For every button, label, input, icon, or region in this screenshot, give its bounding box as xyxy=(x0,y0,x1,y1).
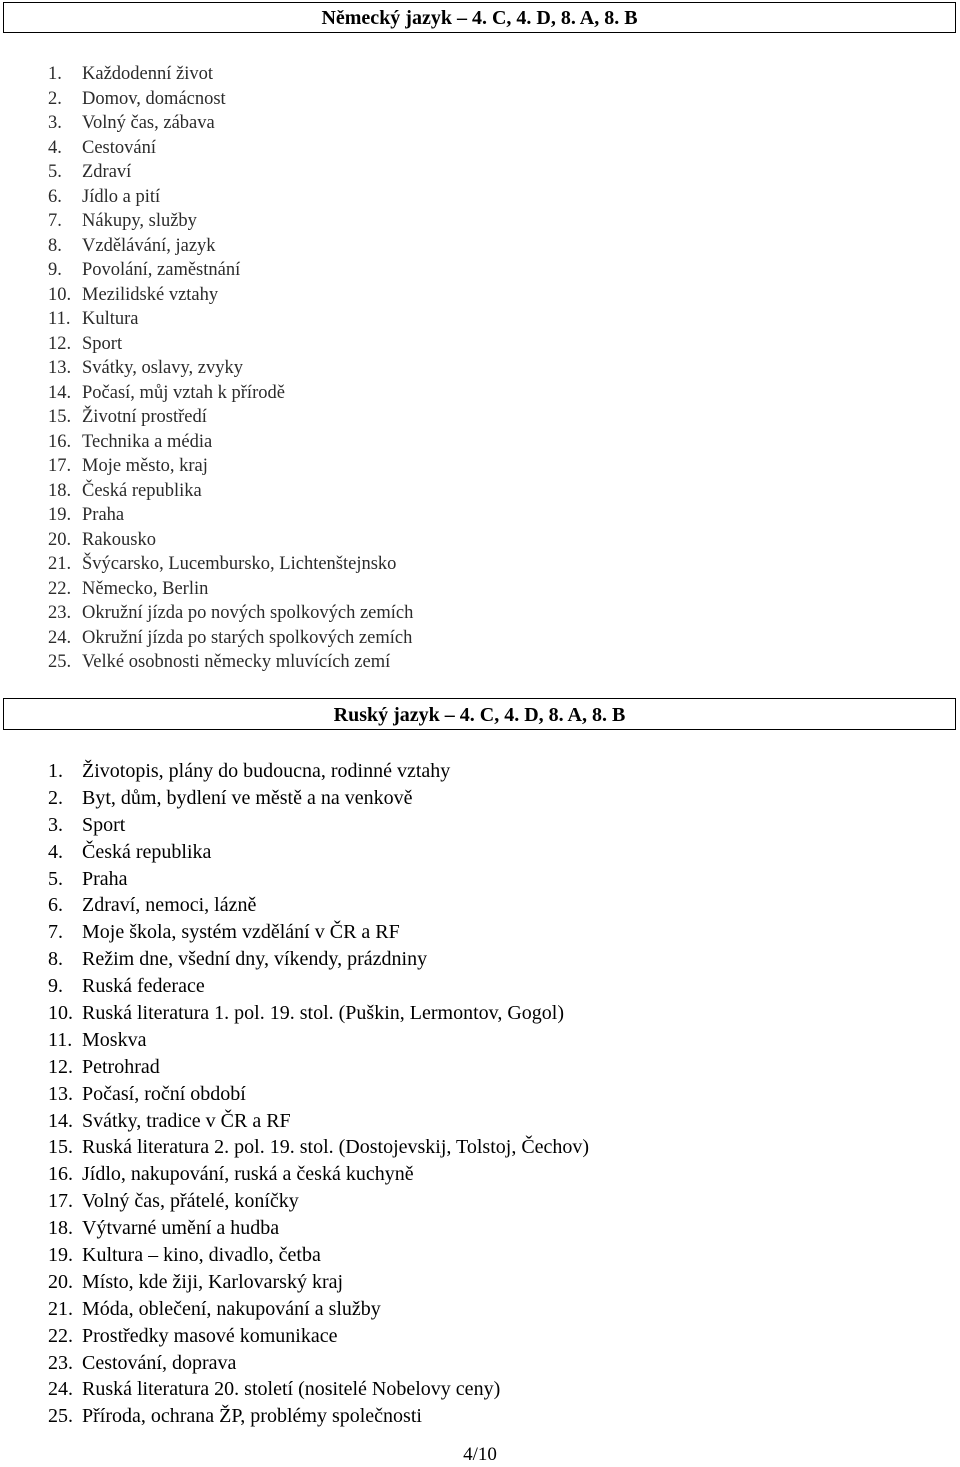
russian-topic-text: Prostředky masové komunikace xyxy=(82,1324,338,1347)
russian-topic-item xyxy=(48,1081,589,1108)
russian-topic-item xyxy=(48,1269,589,1296)
russian-topic-item xyxy=(48,1188,589,1215)
german-topic-number: 12. xyxy=(48,333,72,354)
german-topic-item xyxy=(48,528,413,553)
german-topic-number: 17. xyxy=(48,456,72,476)
german-topic-item xyxy=(48,283,413,308)
russian-topic-item xyxy=(48,785,589,812)
russian-topic-text: Místo, kde žiji, Karlovarský kraj xyxy=(82,1270,344,1293)
russian-topic-number: 6. xyxy=(48,894,63,917)
russian-topic-item xyxy=(48,1242,589,1269)
russian-topic-text: Móda, oblečení, nakupování a služby xyxy=(82,1297,381,1320)
page-number: 4/10 xyxy=(463,1444,497,1465)
russian-topic-text: Režim dne, všední dny, víkendy, prázdniny xyxy=(82,948,428,971)
german-topic-text: Okružní jízda po starých spolkových zemích xyxy=(82,627,413,648)
german-topic-text: Mezilidské vztahy xyxy=(82,284,219,305)
russian-topic-item xyxy=(48,1134,589,1161)
german-topic-number: 16. xyxy=(48,431,72,452)
german-topic-number: 2. xyxy=(48,88,62,109)
russian-topic-item xyxy=(48,839,589,866)
german-topic-number: 20. xyxy=(48,529,72,550)
russian-topic-item xyxy=(48,1296,589,1323)
german-topic-text: Životní prostředí xyxy=(82,407,207,427)
german-topic-text: Zdraví xyxy=(82,162,132,182)
german-topic-number: 1. xyxy=(48,64,62,84)
german-topic-item xyxy=(48,307,413,332)
russian-topic-item xyxy=(48,1403,589,1430)
german-topic-text: Jídlo a pití xyxy=(82,186,161,207)
german-topic-number: 7. xyxy=(48,211,62,231)
russian-topic-number: 9. xyxy=(48,975,63,998)
russian-topic-text: Česká republika xyxy=(82,840,212,863)
russian-topic-number: 17. xyxy=(48,1190,73,1213)
german-topic-number: 23. xyxy=(48,603,72,623)
russian-topic-text: Sport xyxy=(82,813,126,836)
german-topic-number: 8. xyxy=(48,235,62,256)
russian-topic-item xyxy=(48,866,589,893)
german-topic-text: Velké osobnosti německy mluvících zemí xyxy=(82,652,391,672)
german-topic-item xyxy=(48,650,413,675)
russian-topic-text: Kultura – kino, divadlo, četba xyxy=(82,1244,321,1267)
german-topic-item xyxy=(48,552,413,577)
german-topic-number: 9. xyxy=(48,260,62,280)
german-topic-text: Cestování xyxy=(82,137,156,158)
german-topic-text: Švýcarsko, Lucembursko, Lichtenštejnsko xyxy=(82,554,397,574)
russian-topic-text: Příroda, ochrana ŽP, problémy společnosti xyxy=(82,1405,422,1428)
russian-topic-number: 5. xyxy=(48,867,63,890)
german-topic-item xyxy=(48,356,413,381)
german-topic-item xyxy=(48,577,413,602)
german-topic-text: Okružní jízda po nových spolkových zemích xyxy=(82,603,414,623)
german-topic-text: Sport xyxy=(82,333,123,354)
russian-topic-number: 8. xyxy=(48,948,63,971)
german-topic-item xyxy=(48,503,413,528)
german-topic-number: 13. xyxy=(48,358,72,378)
russian-topic-text: Výtvarné umění a hudba xyxy=(82,1217,280,1240)
russian-topic-text: Životopis, plány do budoucna, rodinné vztahy xyxy=(82,760,451,782)
german-topic-item xyxy=(48,234,413,259)
russian-topic-number: 14. xyxy=(48,1109,73,1132)
russian-topic-text: Moje škola, systém vzdělání v ČR a RF xyxy=(82,921,400,944)
russian-topic-item xyxy=(48,973,589,1000)
russian-topic-text: Volný čas, přátelé, koníčky xyxy=(82,1190,299,1213)
russian-topic-text: Praha xyxy=(82,867,128,890)
german-topic-number: 19. xyxy=(48,505,72,525)
russian-topic-item xyxy=(48,812,589,839)
german-topic-text: Rakousko xyxy=(82,529,156,550)
russian-topic-text: Ruská literatura 1. pol. 19. stol. (Puškin, Lermontov, Gogol) xyxy=(82,1002,564,1025)
german-topic-item xyxy=(48,87,413,112)
russian-topic-item xyxy=(48,1376,589,1403)
german-topic-number: 10. xyxy=(48,284,72,305)
russian-topic-number: 2. xyxy=(48,786,63,809)
russian-topic-number: 18. xyxy=(48,1217,73,1240)
german-topic-item xyxy=(48,381,413,406)
russian-topic-text: Ruská literatura 2. pol. 19. stol. (Dostojevskij, Tolstoj, Čechov) xyxy=(82,1136,590,1159)
russian-topic-text: Ruská federace xyxy=(82,975,205,998)
russian-topic-number: 19. xyxy=(48,1244,73,1267)
german-topic-item xyxy=(48,111,413,136)
german-topic-item xyxy=(48,62,413,87)
german-topic-number: 11. xyxy=(48,309,71,329)
russian-topic-text: Byt, dům, bydlení ve městě a na venkově xyxy=(82,786,413,809)
german-topic-number: 24. xyxy=(48,627,72,648)
german-topic-text: Vzdělávání, jazyk xyxy=(82,235,216,256)
russian-topic-text: Ruská literatura 20. století (nositelé Nobelovy ceny) xyxy=(82,1378,501,1401)
russian-topic-item xyxy=(48,1215,589,1242)
german-topic-item xyxy=(48,454,413,479)
russian-topic-text: Počasí, roční období xyxy=(82,1082,246,1105)
russian-topic-number: 12. xyxy=(48,1055,73,1078)
russian-topic-number: 21. xyxy=(48,1297,73,1320)
german-topic-text: Počasí, můj vztah k přírodě xyxy=(82,382,285,403)
german-topic-text: Nákupy, služby xyxy=(82,211,197,231)
russian-topic-item xyxy=(48,1161,589,1188)
russian-topic-number: 1. xyxy=(48,760,63,782)
russian-topic-text: Moskva xyxy=(82,1028,147,1051)
russian-topic-item xyxy=(48,1000,589,1027)
german-topic-item xyxy=(48,185,413,210)
russian-topic-item xyxy=(48,1054,589,1081)
russian-topic-item xyxy=(48,1108,589,1135)
russian-topic-text: Jídlo, nakupování, ruská a česká kuchyně xyxy=(82,1163,414,1186)
russian-topic-item xyxy=(48,758,589,785)
russian-topic-number: 22. xyxy=(48,1324,73,1347)
russian-topic-item xyxy=(48,919,589,946)
russian-topic-number: 3. xyxy=(48,813,63,836)
russian-topic-text: Svátky, tradice v ČR a RF xyxy=(82,1109,291,1132)
german-topic-number: 15. xyxy=(48,407,72,427)
russian-topic-number: 16. xyxy=(48,1163,73,1186)
russian-topic-number: 15. xyxy=(48,1136,73,1159)
german-topic-number: 5. xyxy=(48,162,62,182)
russian-section-header xyxy=(3,698,956,730)
german-topic-number: 18. xyxy=(48,480,72,501)
german-topic-item xyxy=(48,479,413,504)
russian-topic-item xyxy=(48,1027,589,1054)
russian-topic-number: 4. xyxy=(48,840,63,863)
german-topic-item xyxy=(48,136,413,161)
german-topic-text: Povolání, zaměstnání xyxy=(82,260,241,280)
german-topic-item xyxy=(48,332,413,357)
russian-topic-item xyxy=(48,946,589,973)
german-topic-text: Česká republika xyxy=(82,480,202,501)
german-topic-number: 14. xyxy=(48,382,72,403)
german-topic-text: Německo, Berlin xyxy=(82,578,209,599)
german-topic-item xyxy=(48,601,413,626)
german-topic-item xyxy=(48,160,413,185)
russian-topic-number: 13. xyxy=(48,1082,73,1105)
german-topic-item xyxy=(48,430,413,455)
german-topic-number: 6. xyxy=(48,186,62,207)
russian-section-title: Ruský jazyk – 4. C, 4. D, 8. A, 8. B xyxy=(333,704,626,726)
german-topic-text: Domov, domácnost xyxy=(82,88,226,109)
russian-topic-number: 11. xyxy=(48,1028,73,1051)
german-topic-text: Kultura xyxy=(82,309,139,329)
russian-topic-number: 20. xyxy=(48,1270,73,1293)
russian-topic-item xyxy=(48,1323,589,1350)
german-topic-number: 3. xyxy=(48,113,62,133)
german-topic-text: Moje město, kraj xyxy=(82,456,208,476)
german-topic-item xyxy=(48,209,413,234)
russian-topic-number: 7. xyxy=(48,921,63,944)
russian-topic-text: Petrohrad xyxy=(82,1055,160,1078)
german-topic-number: 22. xyxy=(48,578,72,599)
german-topic-number: 25. xyxy=(48,652,72,672)
german-topic-number: 4. xyxy=(48,137,62,158)
german-section-header xyxy=(3,2,956,33)
german-topic-number: 21. xyxy=(48,554,72,574)
german-topic-text: Svátky, oslavy, zvyky xyxy=(82,358,243,378)
russian-topic-list xyxy=(48,758,589,1430)
russian-topic-item xyxy=(48,1350,589,1377)
russian-topic-number: 10. xyxy=(48,1002,73,1025)
german-topic-text: Každodenní život xyxy=(82,64,213,84)
german-topic-item xyxy=(48,258,413,283)
german-topic-text: Praha xyxy=(82,505,125,525)
german-topic-item xyxy=(48,626,413,651)
german-topic-text: Technika a média xyxy=(82,431,213,452)
german-topic-item xyxy=(48,405,413,430)
russian-topic-number: 25. xyxy=(48,1405,73,1428)
russian-topic-text: Cestování, doprava xyxy=(82,1351,237,1374)
russian-topic-number: 23. xyxy=(48,1351,73,1374)
russian-topic-text: Zdraví, nemoci, lázně xyxy=(82,894,257,917)
russian-topic-item xyxy=(48,892,589,919)
german-topic-list xyxy=(48,62,413,675)
russian-topic-number: 24. xyxy=(48,1378,73,1401)
german-section-title: Německý jazyk – 4. C, 4. D, 8. A, 8. B xyxy=(321,7,638,29)
german-topic-text: Volný čas, zábava xyxy=(82,113,215,133)
